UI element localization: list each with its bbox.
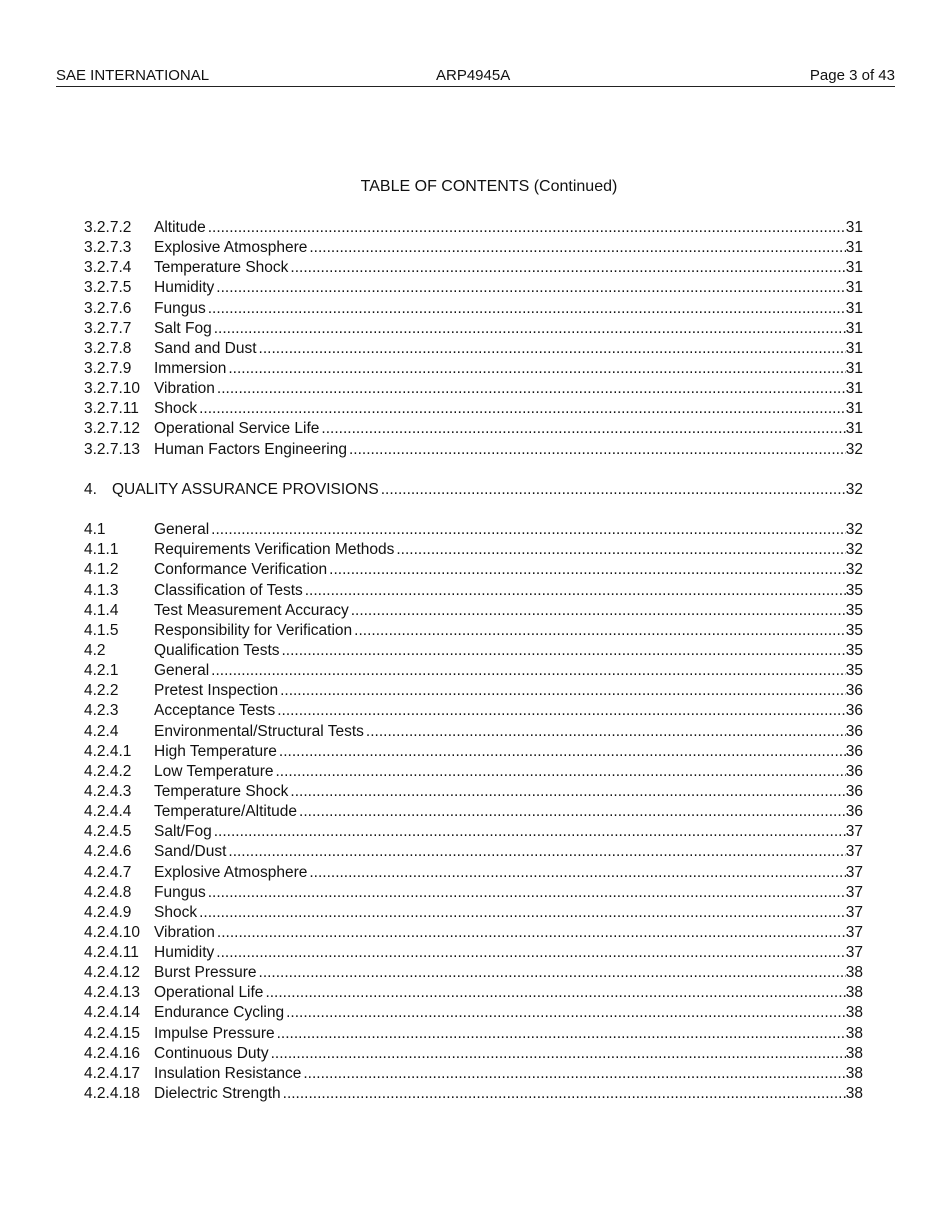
toc-leader-dots (288, 782, 845, 802)
toc-leader-dots (301, 1064, 845, 1084)
toc-entry[interactable] (84, 842, 863, 862)
toc-entry-page: 31 (845, 319, 863, 337)
toc-entry-number: 4.2.4.3 (84, 782, 132, 800)
toc-entry-number: 4.2.4.8 (84, 883, 132, 901)
toc-entry-title: Fungus (154, 883, 206, 901)
toc-entry-number: 4.2.4.9 (84, 903, 132, 921)
header-document-number: ARP4945A (436, 67, 511, 84)
toc-leader-dots (206, 299, 846, 319)
toc-leader-dots (303, 581, 846, 601)
toc-entry-page: 36 (845, 803, 863, 821)
toc-leader-dots (215, 923, 846, 943)
toc-entry-title: Humidity (154, 279, 215, 297)
header-organization: SAE INTERNATIONAL (56, 67, 210, 84)
toc-entry-number: 4.2.4.1 (84, 742, 132, 760)
toc-leader-dots (263, 983, 845, 1003)
toc-title: TABLE OF CONTENTS (Continued) (360, 178, 618, 195)
toc-leader-dots (364, 722, 846, 742)
toc-entry[interactable] (84, 681, 863, 701)
toc-entry-number: 3.2.7.4 (84, 259, 132, 277)
toc-entry-number: 3.2.7.11 (84, 400, 139, 418)
toc-entry-number: 3.2.7.10 (84, 380, 141, 398)
toc-entry[interactable] (84, 983, 863, 1003)
toc-entry-page: 37 (845, 823, 863, 841)
toc-entry-page: 36 (845, 742, 863, 760)
toc-leader-dots (226, 842, 845, 862)
toc-entry-page: 32 (845, 541, 863, 559)
toc-entry-number: 4.1.4 (84, 601, 119, 619)
toc-leader-dots (214, 943, 845, 963)
toc-leader-dots (394, 540, 845, 560)
toc-group-section-4 (84, 520, 863, 1104)
header-page-number: Page 3 of 43 (809, 67, 895, 84)
toc-entry-title: Responsibility for Verification (154, 621, 353, 639)
toc-entry-number: 4.2.4.14 (84, 1004, 141, 1022)
toc-entry[interactable] (84, 238, 863, 258)
toc-entry-page: 32 (845, 440, 863, 458)
toc-entry-page: 35 (845, 581, 863, 599)
toc-entry[interactable] (84, 399, 863, 419)
toc-entry-number: 4.2.1 (84, 662, 119, 680)
toc-leader-dots (277, 742, 846, 762)
toc-leader-dots (349, 601, 846, 621)
toc-entry-page: 35 (845, 641, 863, 659)
toc-entry-title: General (154, 521, 210, 539)
toc-entry-number: 4.1 (84, 521, 106, 539)
toc-entry-page: 36 (845, 782, 863, 800)
toc-entry-title: Altitude (154, 219, 206, 236)
toc-leader-dots (197, 903, 846, 923)
toc-entry-title: Fungus (154, 299, 206, 317)
toc-entry-page: 37 (845, 863, 863, 881)
toc-entry[interactable] (84, 440, 863, 460)
toc-entry[interactable] (84, 601, 863, 621)
toc-spacer (84, 500, 863, 520)
toc-entry-number: 3.2.7.3 (84, 239, 132, 257)
toc-entry-title: High Temperature (154, 742, 277, 760)
toc-entry-number: 4.2.4.4 (84, 803, 132, 821)
toc-entry-number: 3.2.7.2 (84, 219, 132, 236)
toc-entry-title: Shock (154, 400, 198, 418)
toc-leader-dots (307, 863, 845, 883)
toc-section-heading[interactable] (84, 480, 863, 500)
toc-entry-page: 38 (845, 984, 863, 1002)
toc-entry-page: 31 (845, 259, 863, 277)
toc-entry-number: 4.2.4.12 (84, 964, 141, 982)
toc-leader-dots (269, 1044, 846, 1064)
toc-entry-page: 37 (845, 843, 863, 861)
toc-entry-page: 38 (845, 1064, 863, 1082)
toc-entry-number: 4.2.2 (84, 682, 119, 700)
toc-entry-title: Temperature/Altitude (154, 803, 298, 821)
toc-entry-page: 36 (845, 682, 863, 700)
toc-entry[interactable] (84, 218, 863, 238)
toc-entry-number: 4.1.5 (84, 621, 119, 639)
toc-entry[interactable] (84, 560, 863, 580)
toc-entry-page: 31 (845, 359, 863, 377)
toc-entry-number: 4.2.4.17 (84, 1064, 141, 1082)
toc-leader-dots (281, 1084, 846, 1104)
toc-entry[interactable] (84, 883, 863, 903)
toc-entry[interactable] (84, 822, 863, 842)
toc-entry-page: 38 (845, 1044, 863, 1062)
toc-leader-dots (206, 218, 846, 238)
toc-entry[interactable] (84, 258, 863, 278)
toc-entry[interactable] (84, 1024, 863, 1044)
toc-entry-number: 4.2.4.7 (84, 863, 132, 881)
toc-entry-title: Endurance Cycling (154, 1004, 285, 1022)
toc-entry[interactable] (84, 762, 863, 782)
toc-entry-title: Environmental/Structural Tests (154, 722, 364, 740)
toc-entry-page: 37 (845, 883, 863, 901)
toc-entry[interactable] (84, 661, 863, 681)
toc-entry-number: 3.2.7.7 (84, 319, 132, 337)
toc-leader-dots (273, 762, 845, 782)
toc-entry-title: Burst Pressure (154, 964, 257, 982)
toc-entry-page: 31 (845, 219, 863, 236)
toc-entry[interactable] (84, 278, 863, 298)
toc-entry[interactable] (84, 379, 863, 399)
toc-entry-title: Salt Fog (154, 319, 212, 337)
toc-entry-title: Shock (154, 903, 198, 921)
toc-entry-page: 31 (845, 239, 863, 257)
toc-leader-dots (297, 802, 846, 822)
toc-leader-dots (275, 1024, 846, 1044)
toc-entry-number: 3.2.7.5 (84, 279, 132, 297)
toc-entry-page: 36 (845, 702, 863, 720)
toc-entry[interactable] (84, 701, 863, 721)
toc-entry-title: Explosive Atmosphere (154, 239, 308, 257)
toc-leader-dots (327, 560, 846, 580)
toc-entry-title: Operational Life (154, 984, 264, 1002)
toc-leader-dots (280, 641, 846, 661)
toc-entry-title: Vibration (154, 923, 215, 941)
toc-entry-title: Qualification Tests (154, 641, 280, 659)
toc-entry[interactable] (84, 782, 863, 802)
toc-entry-page: 32 (845, 480, 863, 498)
toc-entry[interactable] (84, 1003, 863, 1023)
toc-entry-title: Conformance Verification (154, 561, 328, 579)
toc-entry[interactable] (84, 419, 863, 439)
toc-entry-number: 4.2.4.11 (84, 944, 139, 962)
toc-entry-title: Classification of Tests (154, 581, 303, 599)
toc-leader-dots (284, 1003, 846, 1023)
toc-entry[interactable] (84, 923, 863, 943)
toc-entry[interactable] (84, 1044, 863, 1064)
toc-entry[interactable] (84, 319, 863, 339)
toc-entry-number: 3.2.7.12 (84, 420, 141, 438)
table-of-contents (84, 218, 863, 1104)
toc-entry-page: 35 (845, 621, 863, 639)
toc-entry-page: 38 (845, 964, 863, 982)
toc-entry-title: Immersion (154, 359, 227, 377)
toc-entry-title: Insulation Resistance (154, 1064, 302, 1082)
toc-entry[interactable] (84, 943, 863, 963)
toc-leader-dots (257, 339, 846, 359)
toc-entry[interactable] (84, 802, 863, 822)
toc-entry-page: 37 (845, 903, 863, 921)
toc-entry[interactable] (84, 742, 863, 762)
toc-entry-page: 31 (845, 299, 863, 317)
toc-entry[interactable] (84, 359, 863, 379)
toc-leader-dots (288, 258, 845, 278)
toc-entry-title: QUALITY ASSURANCE PROVISIONS (112, 480, 379, 498)
toc-entry-number: 4.1.2 (84, 561, 119, 579)
toc-entry-title: Dielectric Strength (154, 1085, 281, 1103)
toc-entry-title: Pretest Inspection (154, 682, 279, 700)
toc-entry[interactable] (84, 641, 863, 661)
toc-leader-dots (215, 379, 846, 399)
toc-leader-dots (209, 520, 846, 540)
toc-entry-page: 31 (845, 400, 863, 418)
toc-leader-dots (319, 419, 845, 439)
toc-entry-title: Human Factors Engineering (154, 440, 347, 458)
toc-entry-title: Sand/Dust (154, 843, 227, 861)
toc-entry-title: Operational Service Life (154, 420, 320, 438)
toc-entry[interactable] (84, 520, 863, 540)
toc-entry-page: 37 (845, 944, 863, 962)
toc-entry-number: 3.2.7.9 (84, 359, 132, 377)
toc-group-section-3 (84, 218, 863, 460)
toc-leader-dots (278, 681, 846, 701)
toc-entry-number: 4.2.4.13 (84, 984, 141, 1002)
toc-entry-title: Temperature Shock (154, 259, 289, 277)
toc-leader-dots (307, 238, 845, 258)
toc-entry-number: 4.2 (84, 641, 106, 659)
toc-entry-number: 4. (84, 480, 97, 498)
toc-entry-title: Explosive Atmosphere (154, 863, 308, 881)
toc-leader-dots (347, 440, 846, 460)
toc-entry-number: 4.2.3 (84, 702, 119, 720)
toc-entry-page: 37 (845, 923, 863, 941)
toc-entry-page: 36 (845, 762, 863, 780)
toc-entry[interactable] (84, 863, 863, 883)
toc-entry[interactable] (84, 581, 863, 601)
toc-entry[interactable] (84, 722, 863, 742)
toc-entry-number: 4.2.4 (84, 722, 119, 740)
toc-entry[interactable] (84, 903, 863, 923)
toc-entry-title: Vibration (154, 380, 215, 398)
toc-entry-title: Requirements Verification Methods (154, 541, 395, 559)
toc-entry-number: 3.2.7.6 (84, 299, 132, 317)
toc-entry-title: Low Temperature (154, 762, 274, 780)
toc-entry-page: 38 (845, 1085, 863, 1103)
toc-entry[interactable] (84, 339, 863, 359)
toc-entry-page: 38 (845, 1004, 863, 1022)
toc-entry[interactable] (84, 1064, 863, 1084)
toc-leader-dots (212, 319, 846, 339)
toc-entry-number: 4.2.4.5 (84, 823, 132, 841)
toc-entry-page: 35 (845, 601, 863, 619)
toc-entry-number: 4.2.4.18 (84, 1085, 141, 1103)
toc-leader-dots (214, 278, 845, 298)
toc-leader-dots (209, 661, 846, 681)
toc-leader-dots (352, 621, 846, 641)
toc-entry-number: 4.1.1 (84, 541, 119, 559)
toc-entry-number: 3.2.7.13 (84, 440, 141, 458)
toc-entry-page: 31 (845, 380, 863, 398)
toc-entry-number: 4.1.3 (84, 581, 119, 599)
toc-entry-number: 4.2.4.10 (84, 923, 141, 941)
toc-entry-number: 4.2.4.6 (84, 843, 132, 861)
toc-entry-page: 31 (845, 279, 863, 297)
toc-entry-number: 4.2.4.15 (84, 1024, 141, 1042)
toc-entry-page: 32 (845, 521, 863, 539)
toc-entry-title: General (154, 662, 210, 680)
toc-spacer (84, 460, 863, 480)
toc-entry-page: 38 (845, 1024, 863, 1042)
toc-entry-number: 3.2.7.8 (84, 339, 132, 357)
toc-entry-title: Test Measurement Accuracy (154, 601, 349, 619)
toc-entry[interactable] (84, 621, 863, 641)
toc-leader-dots (212, 822, 846, 842)
toc-entry[interactable] (84, 299, 863, 319)
toc-entry-title: Temperature Shock (154, 782, 289, 800)
toc-entry-title: Humidity (154, 944, 215, 962)
toc-leader-dots (226, 359, 845, 379)
toc-entry[interactable] (84, 963, 863, 983)
toc-leader-dots (379, 480, 846, 500)
toc-entry-number: 4.2.4.16 (84, 1044, 141, 1062)
toc-leader-dots (206, 883, 846, 903)
toc-leader-dots (257, 963, 846, 983)
toc-entry-title: Acceptance Tests (154, 702, 276, 720)
toc-entry-title: Continuous Duty (154, 1044, 269, 1062)
toc-entry-page: 35 (845, 662, 863, 680)
toc-entry-page: 31 (845, 420, 863, 438)
toc-entry-page: 32 (845, 561, 863, 579)
toc-entry-title: Impulse Pressure (154, 1024, 275, 1042)
toc-entry-title: Salt/Fog (154, 823, 212, 841)
toc-entry-page: 31 (845, 339, 863, 357)
toc-entry[interactable] (84, 1084, 863, 1104)
page-header (56, 66, 895, 87)
toc-entry-title: Sand and Dust (154, 339, 257, 357)
toc-leader-dots (275, 701, 846, 721)
toc-leader-dots (197, 399, 846, 419)
toc-entry[interactable] (84, 540, 863, 560)
toc-entry-number: 4.2.4.2 (84, 762, 132, 780)
toc-entry-page: 36 (845, 722, 863, 740)
